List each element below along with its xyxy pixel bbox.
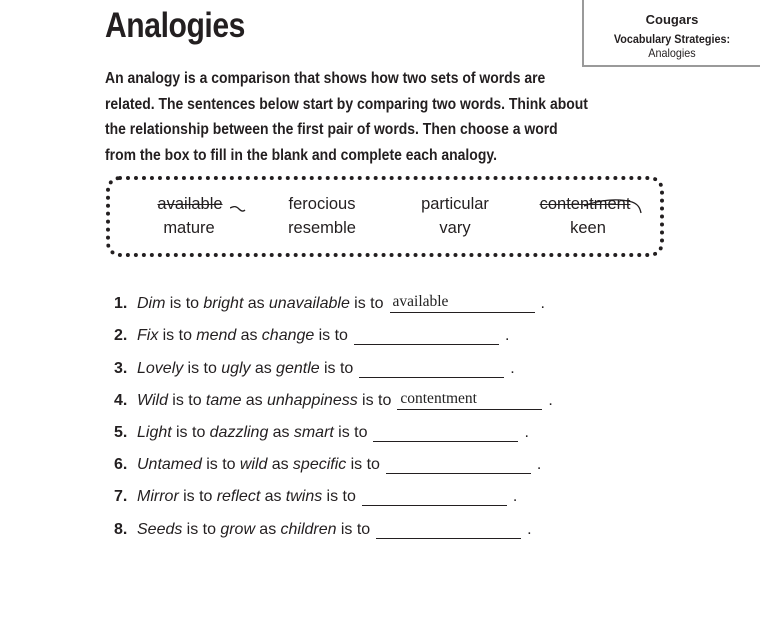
- connector: as: [259, 520, 277, 538]
- item-number: 8.: [114, 520, 128, 538]
- connector: is to: [362, 391, 392, 409]
- connector: is to: [187, 359, 217, 377]
- period: .: [510, 359, 515, 377]
- connector: as: [240, 327, 258, 345]
- connector: is to: [183, 488, 213, 506]
- answer-blank[interactable]: [354, 327, 499, 345]
- word-mature: mature: [163, 219, 215, 237]
- instructions-line: from the box to fill in the blank and complete each analogy.: [105, 146, 497, 164]
- word-c: children: [280, 520, 337, 538]
- answer-blank[interactable]: [373, 424, 518, 442]
- word-box: [106, 176, 664, 257]
- analogy-item: [114, 506, 553, 538]
- word-ferocious: ferocious: [288, 195, 356, 213]
- item-number: 3.: [114, 359, 128, 377]
- item-number: 4.: [114, 391, 128, 409]
- connector: as: [247, 295, 265, 313]
- word-b: tame: [205, 391, 242, 409]
- tag-team-name: Cougars: [645, 12, 699, 27]
- period: .: [512, 488, 518, 506]
- word-b: mend: [196, 327, 237, 345]
- analogy-item: [114, 378, 553, 410]
- connector: is to: [206, 456, 236, 474]
- item-number: 2.: [114, 327, 128, 345]
- answer-blank[interactable]: [376, 521, 521, 539]
- word-c: unhappiness: [266, 391, 358, 409]
- connector: is to: [338, 423, 368, 441]
- connector: as: [245, 391, 263, 409]
- analogy-list: [114, 281, 553, 539]
- period: .: [548, 391, 553, 409]
- word-b: bright: [203, 295, 244, 313]
- word-keen: keen: [570, 219, 606, 237]
- connector: is to: [350, 456, 380, 474]
- squiggle-mark: [584, 196, 644, 216]
- period: .: [504, 327, 510, 345]
- connector: is to: [326, 488, 356, 506]
- analogy-item: [114, 281, 553, 313]
- answer-blank[interactable]: available: [390, 295, 535, 313]
- word-b: reflect: [216, 488, 261, 506]
- item-number: 7.: [114, 488, 128, 506]
- connector: is to: [318, 327, 348, 345]
- word-c: twins: [285, 488, 323, 506]
- connector: is to: [176, 423, 206, 441]
- word-resemble: resemble: [288, 219, 356, 237]
- word-c: unavailable: [268, 295, 350, 313]
- word-a: Untamed: [137, 456, 202, 474]
- word-b: wild: [239, 456, 268, 474]
- item-number: 1.: [114, 295, 128, 313]
- analogy-item: [114, 313, 553, 345]
- tag-category: Vocabulary Strategies:: [613, 31, 731, 46]
- word-a: Wild: [137, 391, 168, 409]
- word-c: change: [261, 327, 315, 345]
- analogy-item: [114, 442, 553, 474]
- answer-blank[interactable]: [362, 488, 507, 506]
- item-number: 5.: [114, 423, 128, 441]
- squiggle-mark: [230, 206, 246, 216]
- word-b: dazzling: [209, 423, 269, 441]
- connector: is to: [186, 520, 217, 538]
- instructions: [105, 66, 591, 168]
- connector: as: [271, 456, 289, 474]
- connector: is to: [169, 295, 200, 313]
- word-a: Fix: [137, 327, 159, 345]
- page-title: Analogies: [105, 6, 245, 45]
- word-c: smart: [293, 423, 334, 441]
- word-a: Mirror: [137, 488, 179, 506]
- period: .: [527, 520, 532, 538]
- instructions-line: related. The sentences below start by comparing two words. Think about: [105, 95, 588, 113]
- word-contentment: contentment: [539, 195, 631, 213]
- word-a: Light: [137, 423, 172, 441]
- connector: is to: [323, 359, 354, 377]
- connector: is to: [340, 520, 371, 538]
- period: .: [540, 295, 545, 313]
- instructions-line: An analogy is a comparison that shows how two sets of words are: [105, 70, 546, 87]
- connector: as: [264, 488, 282, 506]
- instructions-line: the relationship between the first pair of words. Then choose a word: [105, 121, 558, 138]
- word-a: Dim: [137, 295, 166, 313]
- answer-blank[interactable]: [359, 360, 504, 378]
- connector: is to: [172, 391, 202, 409]
- item-number: 6.: [114, 456, 128, 474]
- answer-blank[interactable]: contentment: [397, 392, 542, 410]
- period: .: [524, 423, 529, 441]
- connector: is to: [354, 295, 384, 313]
- word-a: Lovely: [137, 359, 184, 377]
- connector: as: [272, 423, 290, 441]
- analogy-item: [114, 410, 553, 442]
- connector: as: [254, 359, 272, 377]
- word-b: ugly: [221, 359, 251, 377]
- analogy-item: [114, 474, 553, 506]
- word-vary: vary: [439, 219, 471, 237]
- header-tag: [582, 0, 760, 67]
- word-c: specific: [292, 456, 347, 474]
- word-a: Seeds: [137, 520, 183, 538]
- word-available: available: [157, 195, 223, 213]
- tag-topic: Analogies: [648, 45, 696, 60]
- word-b: grow: [220, 520, 255, 538]
- word-particular: particular: [421, 195, 489, 213]
- word-c: gentle: [276, 359, 320, 377]
- period: .: [536, 456, 542, 474]
- analogy-item: [114, 345, 553, 377]
- answer-blank[interactable]: [386, 456, 531, 474]
- connector: is to: [162, 327, 192, 345]
